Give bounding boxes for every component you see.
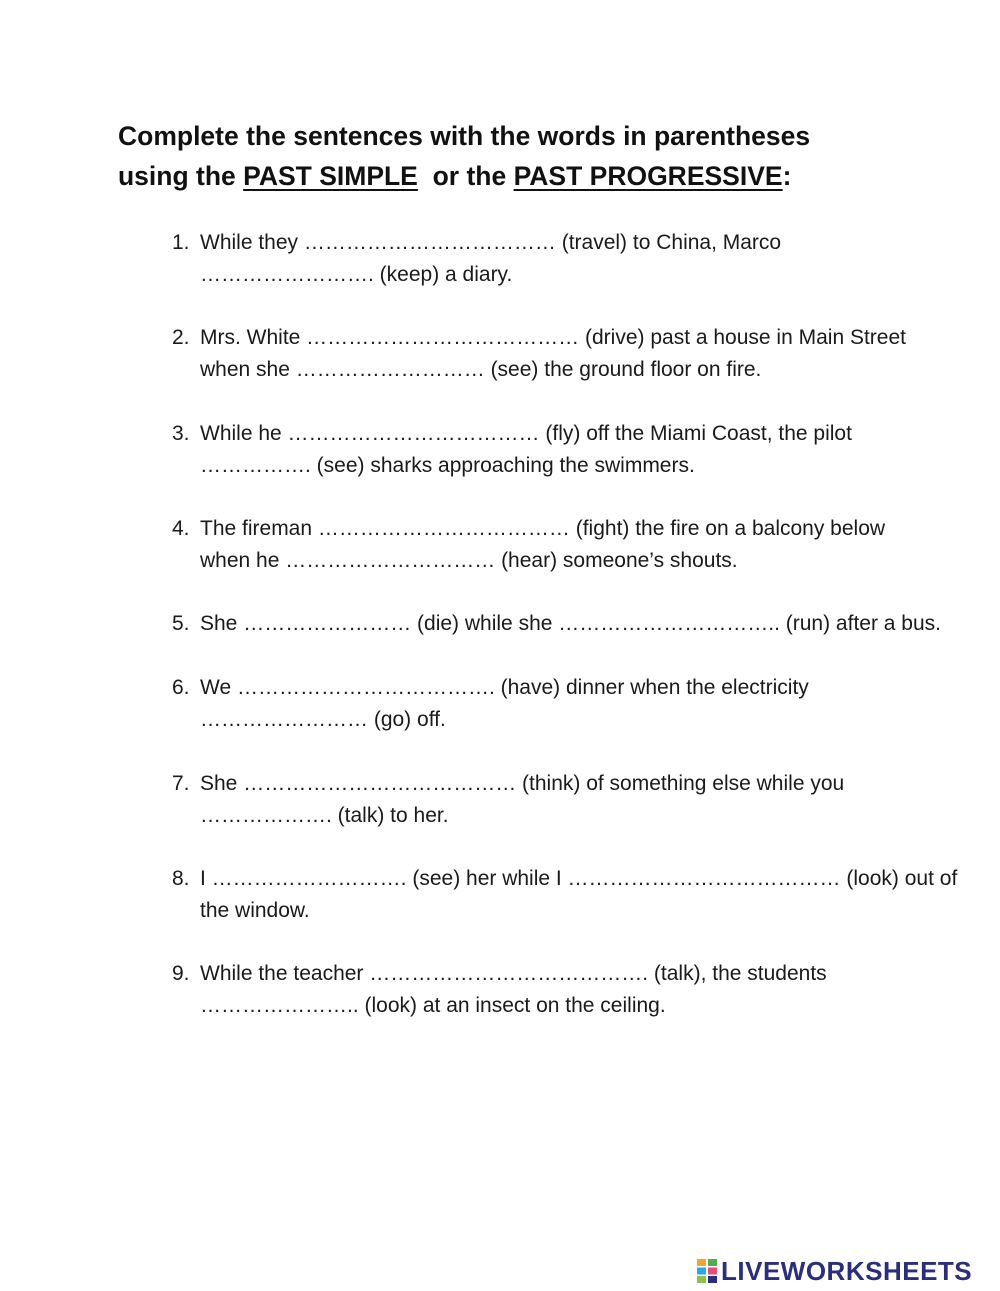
- item-text: [200, 608, 941, 640]
- item-text: [200, 672, 892, 736]
- item-line: The fireman ……………………………… (fight) the fire on a balcony below: [200, 517, 886, 540]
- item-line: ………………….. (look) at an insect on the ceiling.: [200, 994, 666, 1017]
- exercise-item-6: [172, 672, 892, 736]
- item-number: 4.: [172, 517, 190, 540]
- item-text: [200, 227, 892, 291]
- item-number: 2.: [172, 326, 190, 349]
- item-line: ………………. (talk) to her.: [200, 804, 449, 827]
- heading-line-2: [118, 156, 918, 196]
- item-text: [200, 768, 892, 832]
- item-line: While the teacher …………………………………. (talk), the students: [200, 962, 827, 985]
- item-number: 5.: [172, 612, 190, 635]
- logo-text: LIVEWORKSHEETS: [721, 1255, 973, 1286]
- exercise-item-1: [172, 227, 892, 291]
- item-line: ……………………. (keep) a diary.: [200, 263, 513, 286]
- exercise-item-5: [172, 608, 941, 640]
- liveworksheets-logo-mark-icon: [697, 1259, 717, 1283]
- exercise-item-3: [172, 418, 892, 482]
- item-text: [200, 513, 892, 577]
- item-text: [200, 418, 892, 482]
- item-number: 7.: [172, 772, 190, 795]
- liveworksheets-logo: [697, 1255, 972, 1287]
- item-number: 3.: [172, 422, 190, 445]
- heading-prefix: using the: [118, 161, 244, 191]
- item-number: 1.: [172, 231, 190, 254]
- instructions-heading: [118, 116, 918, 196]
- item-text: [200, 958, 892, 1022]
- item-text: [200, 322, 906, 386]
- heading-middle: or the: [417, 161, 514, 191]
- item-line: ……………. (see) sharks approaching the swimmers.: [200, 454, 695, 477]
- exercise-item-9: [172, 958, 892, 1022]
- item-line: when she ……………………… (see) the ground floor on fire.: [200, 358, 762, 381]
- item-line: …………………… (go) off.: [200, 708, 446, 731]
- item-number: 8.: [172, 867, 190, 890]
- item-number: 6.: [172, 676, 190, 699]
- exercise-item-8: [172, 863, 958, 927]
- item-line: We ………………………………. (have) dinner when the electricity: [200, 676, 809, 699]
- exercise-item-7: [172, 768, 892, 832]
- item-number: 9.: [172, 962, 190, 985]
- exercise-item-2: [172, 322, 906, 386]
- item-line: Mrs. White ………………………………… (drive) past a house in Main Street: [200, 326, 906, 349]
- item-line: While he ……………………………… (fly) off the Miami Coast, the pilot: [200, 422, 852, 445]
- item-line: While they ……………………………… (travel) to China, Marco: [200, 231, 782, 254]
- item-line: I ………………………. (see) her while I ………………………………… (look) out of: [200, 867, 958, 890]
- past-progressive-term: PAST PROGRESSIVE: [513, 161, 783, 191]
- item-line: the window.: [200, 899, 310, 922]
- exercise-item-4: [172, 513, 892, 577]
- item-line: when he ………………………… (hear) someone’s shouts.: [200, 549, 738, 572]
- heading-line-1: Complete the sentences with the words in parentheses: [118, 121, 811, 151]
- past-simple-term: PAST SIMPLE: [243, 161, 418, 191]
- item-line: She ………………………………… (think) of something else while you: [200, 772, 845, 795]
- item-text: [200, 863, 958, 927]
- heading-suffix: :: [782, 161, 792, 191]
- item-line: She …………………… (die) while she ………………………….. (run) after a bus.: [200, 612, 941, 635]
